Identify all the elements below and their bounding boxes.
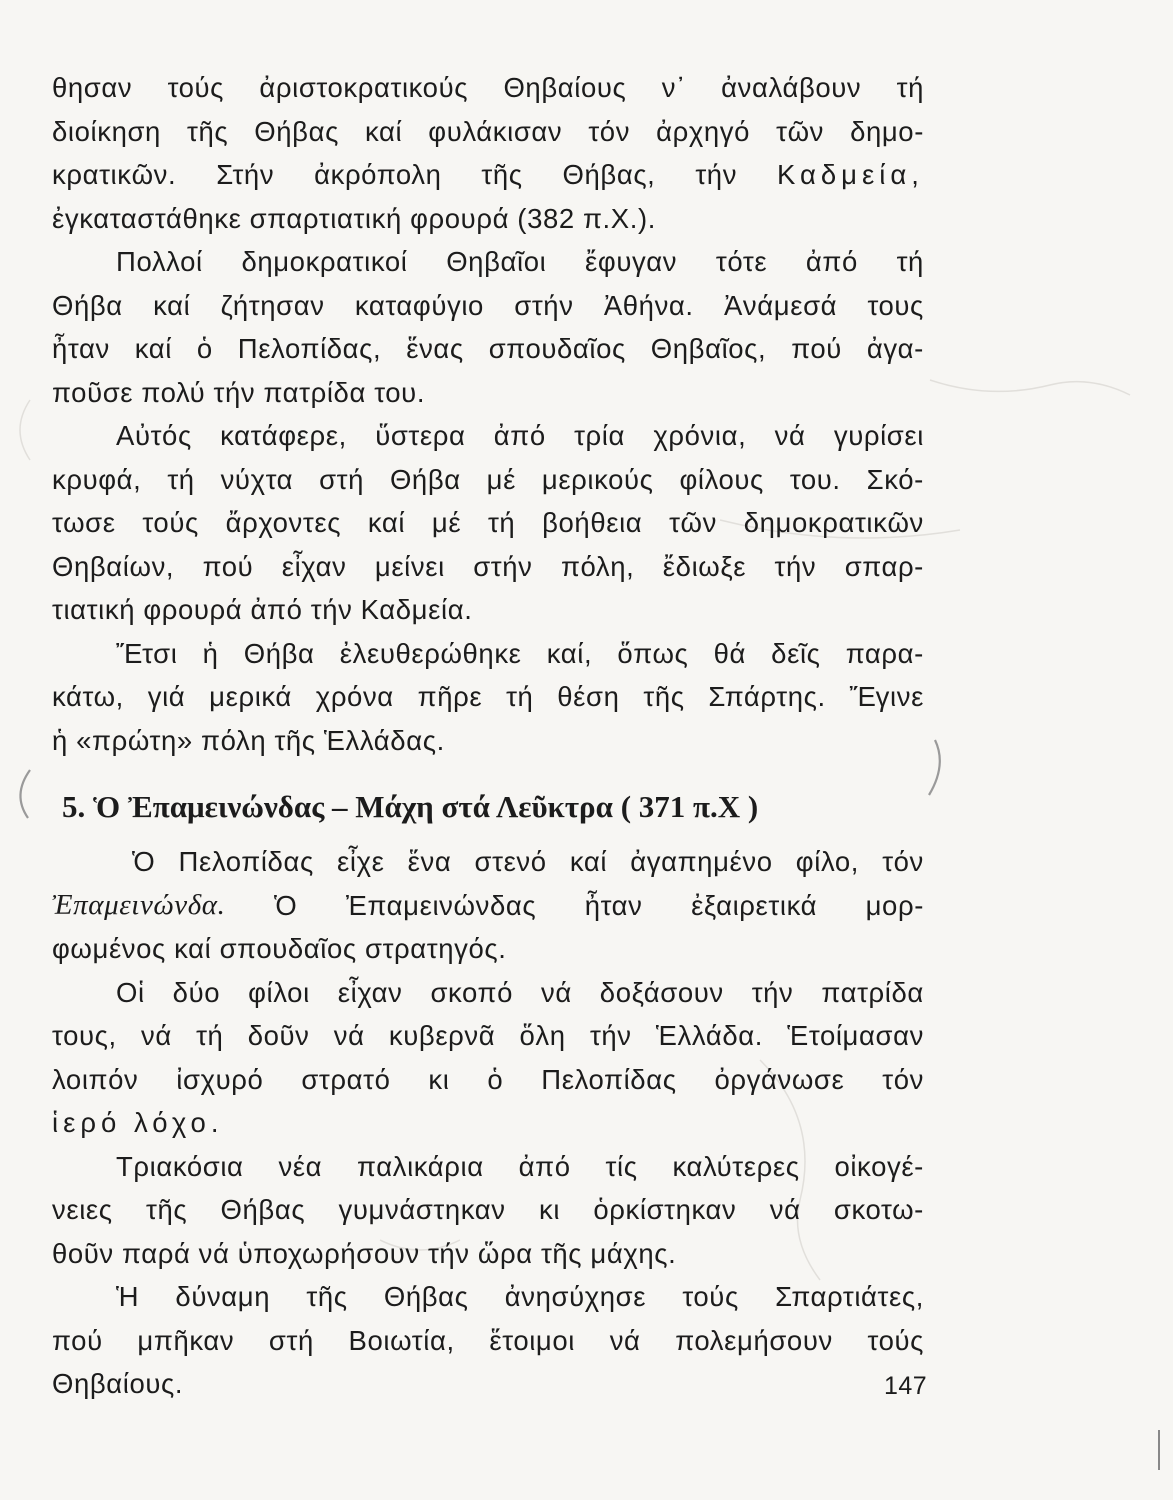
word: στή [319, 463, 365, 495]
word: κι [538, 1194, 561, 1225]
word: Θήβας, [562, 159, 656, 190]
word: Ἀθήνα. [603, 289, 694, 321]
word: δεῖς [771, 637, 821, 669]
word: Σκό- [866, 463, 924, 495]
word: Θηβαῖοι [446, 246, 547, 277]
word: Ἡ [116, 1281, 140, 1312]
word: καί [365, 115, 403, 147]
word: τῶν [776, 115, 824, 147]
word: βοήθεια [542, 507, 643, 538]
word: τήν [774, 550, 817, 582]
paragraph [52, 971, 924, 1145]
word: Θήβα [243, 637, 315, 669]
word: τούς [867, 1324, 924, 1356]
word: τή [896, 72, 924, 103]
word: Τριακόσια [116, 1150, 244, 1182]
word: καί [153, 289, 191, 321]
word: Σπάρτης. [708, 681, 826, 712]
word: σπαρ- [844, 550, 924, 582]
word: δοῦν [247, 1020, 310, 1051]
word: μέ [431, 507, 462, 538]
text-line: Θηβαίους. [52, 1368, 184, 1399]
word: δύναμη [175, 1281, 271, 1312]
text-line [52, 545, 924, 589]
word: χρόνια, [653, 420, 747, 451]
paragraph [52, 632, 924, 763]
word: κι [428, 1063, 450, 1095]
word: ἦταν [52, 333, 110, 364]
word: νά [609, 1324, 641, 1356]
text-line: θοῦν παρά νά ὑποχωρήσουν τήν ὥρα τῆς μάχης. [52, 1237, 677, 1269]
text-line [52, 971, 924, 1015]
word: τῆς [643, 681, 685, 712]
word: πῆρε [417, 681, 483, 712]
word: τήν [589, 1020, 632, 1051]
word: πού [791, 333, 842, 364]
word: καί, [546, 637, 593, 669]
word: θά [713, 637, 746, 669]
word: φίλοι [248, 976, 310, 1008]
word: νά [333, 1020, 365, 1051]
word: καταφύγιο [354, 289, 484, 321]
paragraph [52, 66, 924, 240]
word: ἕτοιμοι [489, 1324, 575, 1356]
text-line [52, 1058, 924, 1102]
word: θέση [557, 681, 620, 712]
word: παλικάρια [357, 1150, 484, 1182]
word: τή [506, 681, 534, 712]
word: τή [487, 507, 516, 538]
word: νά [140, 1020, 172, 1051]
word: τόν [588, 115, 631, 147]
word: Ὁ [273, 889, 298, 921]
word: ἔφυγαν [585, 246, 678, 277]
word: φίλο, [795, 846, 860, 877]
word: Θήβας [254, 115, 339, 147]
word: ἀρχηγό [656, 115, 751, 147]
word: Πελοπίδας, [237, 333, 382, 364]
word: πατρίδα [821, 976, 924, 1008]
text-line: ἱερό λόχο. [52, 1107, 224, 1138]
word: ὁ [487, 1063, 504, 1095]
text-line [52, 110, 924, 154]
word: στήν [514, 289, 574, 321]
word: ὀργάνωσε [714, 1063, 845, 1095]
word: κατάφερε, [220, 420, 347, 451]
book-page [52, 66, 924, 1406]
word: στή [268, 1324, 314, 1356]
word: τῆς [306, 1281, 348, 1312]
word: δοξάσουν [599, 976, 724, 1008]
word: Θήβας [383, 1281, 469, 1312]
word: ἦταν [584, 889, 643, 921]
word: πολεμήσουν [675, 1324, 833, 1356]
word: ἕνα [407, 846, 452, 877]
word: Σπαρτιάτες, [775, 1281, 924, 1312]
word: εἶχαν [281, 550, 347, 582]
word: ὁ [196, 333, 213, 364]
paragraph [52, 1145, 924, 1276]
word: Θήβας [220, 1194, 306, 1225]
word: Ἔτσι [116, 637, 178, 669]
word: ἀπό [518, 1150, 571, 1182]
word: ἀκρόπολη [314, 159, 442, 190]
word: τόν [882, 1063, 924, 1095]
word: γυμνάστηκαν [338, 1194, 506, 1225]
paragraph [52, 1275, 924, 1406]
word: σκοτω- [833, 1194, 924, 1225]
word: ν᾽ [661, 72, 686, 103]
word: τόν [882, 846, 924, 877]
word: Ἐπαμεινώνδας [345, 889, 537, 921]
word: κυβερνᾶ [388, 1020, 496, 1051]
word: Καδμεία, [776, 159, 924, 190]
word: Οἱ [116, 976, 145, 1008]
word: ἰσχυρό [176, 1063, 264, 1095]
word: ὁρκίστηκαν [593, 1194, 737, 1225]
text-line [52, 675, 924, 719]
word: ζήτησαν [220, 289, 325, 321]
word: του. [789, 463, 841, 495]
word: ἕνας [406, 333, 464, 364]
word: γυρίσει [833, 420, 924, 451]
word: λοιπόν [52, 1063, 139, 1095]
text-line [52, 66, 924, 110]
text-line [52, 632, 924, 676]
word: παρα- [845, 637, 924, 669]
word: σκοπό [430, 976, 513, 1008]
word: Πελοπίδας [178, 846, 314, 877]
word: τούς [142, 507, 199, 538]
word: τήν [751, 976, 794, 1008]
word: φίλους [679, 463, 764, 495]
word: Ἑτοίμασαν [787, 1020, 924, 1051]
word: Βοιωτία, [348, 1324, 455, 1356]
word: δημο- [850, 115, 924, 147]
text-line [52, 414, 924, 458]
word: Στήν [216, 159, 275, 190]
word: δημοκρατικοί [241, 246, 408, 277]
word: ἀναλάβουν [721, 72, 862, 103]
word: Θηβαίων, [52, 550, 175, 582]
word: τότε [715, 246, 768, 277]
text-line [52, 284, 924, 328]
word: ἐλευθερώθηκε [339, 637, 522, 669]
section-heading: 5. Ὁ Ἐπαμεινώνδας – Μάχη στά Λεῦκτρα ( 371 π.Χ ) [62, 789, 759, 824]
text-line [52, 1145, 924, 1189]
text-line [52, 458, 924, 502]
word: ἀνησύχησε [504, 1281, 647, 1312]
word: νά [540, 976, 572, 1008]
word: φυλάκισαν [428, 115, 563, 147]
word: Θηβαῖος, [650, 333, 767, 364]
word: τῆς [145, 1194, 188, 1225]
word: Θήβα [52, 289, 123, 321]
word: ἀπό [493, 420, 546, 451]
word: μορ- [865, 889, 924, 921]
word: Ἑλλάδα. [655, 1020, 763, 1051]
text-line [52, 1014, 924, 1058]
word: Ὁ [132, 846, 156, 877]
word: τή [196, 1020, 224, 1051]
word: στρατό [301, 1063, 391, 1095]
word: στήν [473, 550, 533, 582]
paragraph [52, 414, 924, 632]
page-number: 147 [884, 1372, 928, 1400]
word: τῆς [187, 115, 229, 147]
word: ὕστερα [375, 420, 466, 451]
word: νά [769, 1194, 801, 1225]
word: τῆς [481, 159, 523, 190]
word: ὅλη [519, 1020, 566, 1051]
text-line [52, 884, 924, 928]
text-line: τιατική φρουρά ἀπό τήν Καδμεία. [52, 594, 473, 625]
word: καί [367, 507, 406, 538]
text-line: ἐγκαταστάθηκε σπαρτιατική φρουρά (382 π.Χ.). [52, 202, 656, 234]
word: νύχτα [220, 463, 294, 495]
text-line [52, 840, 924, 884]
word: στενό [474, 846, 547, 877]
word: Ἐπαμεινώνδα. [52, 888, 226, 921]
word: πού [52, 1324, 103, 1356]
word: νά [774, 420, 806, 451]
word: μείνει [374, 550, 445, 582]
text-line [52, 327, 924, 371]
word: μερικούς [541, 463, 654, 495]
word: Ἀνάμεσά [723, 289, 838, 321]
word: τή [167, 463, 195, 495]
word: πόλη, [560, 550, 635, 582]
word: τους, [52, 1020, 117, 1051]
word: ἀριστοκρατικούς [259, 72, 469, 103]
word: Θήβα [389, 463, 461, 495]
text-line [52, 240, 924, 284]
text-line: φωμένος καί σπουδαῖος στρατηγός. [52, 933, 507, 964]
word: πού [202, 550, 254, 582]
word: ὅπως [617, 637, 689, 669]
word: μπῆκαν [137, 1324, 235, 1356]
word: ἀγαπημένο [630, 846, 773, 877]
word: σπουδαῖος [488, 333, 626, 364]
word: θησαν [52, 72, 133, 103]
word: δύο [172, 976, 221, 1008]
word: τωσε [52, 507, 116, 538]
word: τούς [167, 72, 225, 103]
word: εἶχαν [337, 976, 403, 1008]
word: καί [569, 846, 608, 877]
word: κρυφά, [52, 463, 142, 495]
word: τήν [695, 159, 738, 190]
word: μέ [486, 463, 516, 495]
word: τή [896, 246, 924, 277]
word: οἰκογέ- [834, 1150, 924, 1182]
word: μερικά [209, 681, 292, 712]
word: νειες [52, 1194, 113, 1225]
word: καλύτερες [672, 1150, 800, 1182]
word: Πολλοί [116, 246, 203, 277]
word: τούς [682, 1281, 739, 1312]
paragraph [52, 840, 924, 971]
word: ἀγα- [866, 333, 924, 364]
word: ἐξαιρετικά [691, 889, 818, 921]
word: διοίκηση [52, 115, 161, 147]
text-line [52, 1188, 924, 1232]
word: κρατικῶν. [52, 159, 177, 190]
word: χρόνα [315, 681, 394, 712]
word: Πελοπίδας [541, 1063, 677, 1095]
word: ἀπό [805, 246, 858, 277]
word: δημοκρατικῶν [743, 507, 924, 538]
word: ἄρχοντες [225, 507, 342, 538]
word: Αὐτός [116, 420, 192, 451]
text-line [52, 1319, 924, 1363]
word: Θηβαίους [503, 72, 627, 103]
word: ἡ [202, 637, 219, 669]
text-line [52, 153, 924, 197]
word: γιά [147, 681, 186, 712]
paragraph [52, 240, 924, 414]
word: Ἔγινε [849, 681, 924, 712]
word: εἶχε [337, 846, 385, 877]
text-line [52, 501, 924, 545]
word: τίς [605, 1150, 638, 1182]
word: καί [134, 333, 172, 364]
word: τους [867, 289, 924, 321]
text-line: ποῦσε πολύ τήν πατρίδα του. [52, 376, 426, 408]
word: νέα [278, 1150, 323, 1182]
word: τρία [574, 420, 626, 451]
word: κάτω, [52, 681, 124, 712]
word: τῶν [669, 507, 717, 538]
word: ἔδιωξε [662, 550, 747, 582]
text-line [52, 1275, 924, 1319]
text-line: ἡ «πρώτη» πόλη τῆς Ἑλλάδας. [52, 724, 445, 756]
